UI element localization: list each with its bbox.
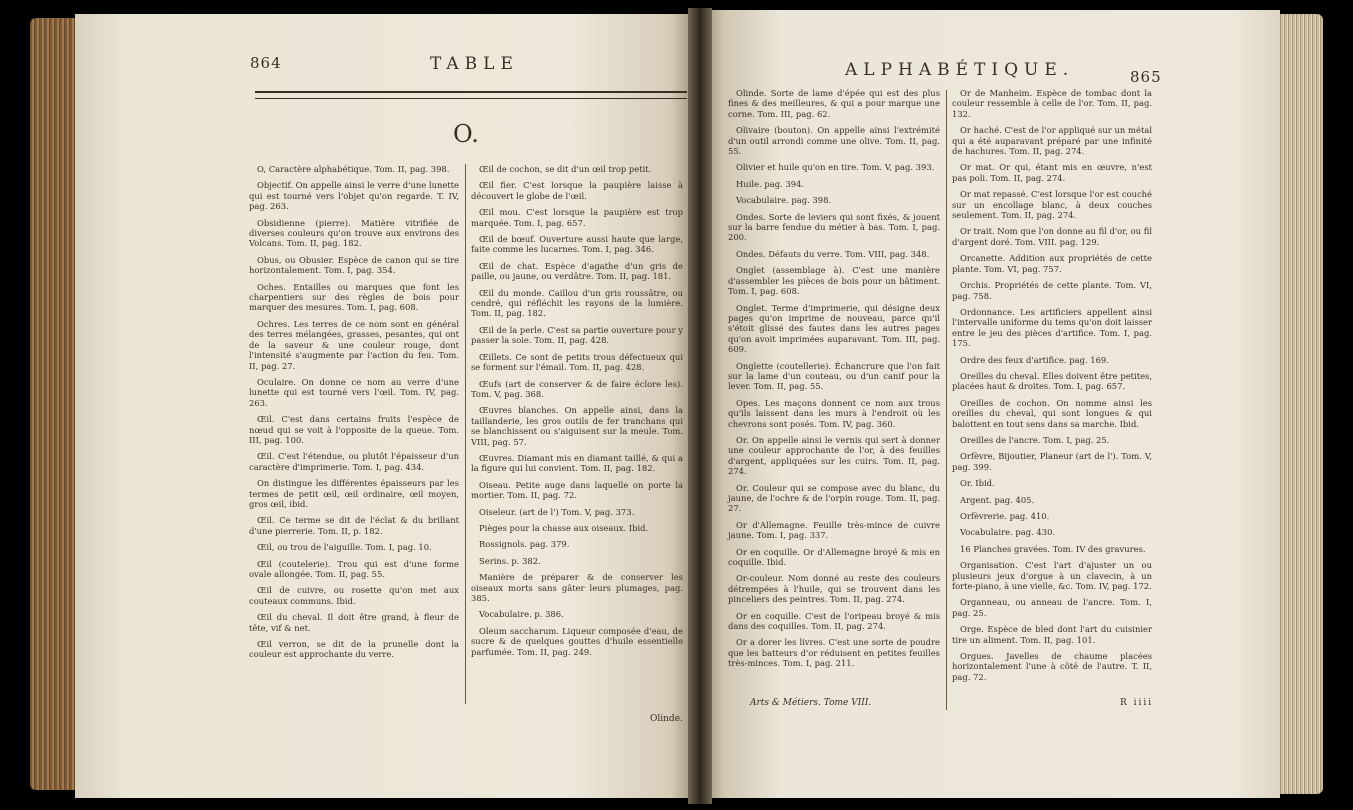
index-entry: Pièges pour la chasse aux oiseaux. Ibid.: [479, 522, 649, 533]
index-entry: Ondes. Défauts du verre. Tom. VIII, pag. 348.: [736, 248, 930, 259]
index-entry: Œil. Ce terme se dit de l'éclat & du brillant d'une pierrerie. Tom. II, p. 182.: [249, 515, 459, 536]
index-entry: Vocabulaire. pag. 398.: [736, 195, 832, 206]
right-column-1: [728, 88, 940, 675]
index-entry: Œil, ou trou de l'aiguille. Tom. I, pag. 10.: [257, 542, 432, 553]
index-entry: Obus, ou Obusier. Espèce de canon qui se tire horizontalement. Tom. I, pag. 354.: [249, 254, 459, 276]
index-entry: Œillets. Ce sont de petits trous défectueux qui se forment sur l'émail. Tom. II, pag. 428.: [471, 351, 683, 373]
index-entry: Œil de la perle. C'est sa partie ouverture pour y passer la soie. Tom. II, pag. 428.: [471, 324, 683, 346]
page-number: 865: [1130, 68, 1162, 86]
index-entry: Œil de chat. Espèce d'agathe d'un gris de paille, ou jaune, ou verdâtre. Tom. II, pag. 181.: [471, 260, 683, 282]
index-entry: Or-couleur. Nom donné au reste des couleurs détrempées à l'huile, qui se trouvent dans les pinceliers des peintres. Tom. II, pag. 274.: [728, 573, 940, 605]
left-column-1: [249, 164, 459, 666]
index-entry: Orfèvrerie. pag. 410.: [960, 511, 1050, 521]
index-entry: Or d'Allemagne. Feuille très-mince de cuivre jaune. Tom. I, pag. 337.: [728, 519, 940, 541]
index-entry: Œil du cheval. Il doit être grand, à fleur de tête, vif & net.: [249, 612, 459, 633]
index-entry: Or. Couleur qui se compose avec du blanc, du jaune, de l'ochre & de l'orpin rouge. Tom. II, pag. 27.: [728, 482, 940, 514]
index-entry: Or haché. C'est de l'or appliqué sur un métal qui a été auparavant préparé par une infinité de hachures. Tom. II, pag. 274.: [952, 125, 1152, 157]
index-entry: Oculaire. On donne ce nom au verre d'une lunette qui est tourné vers l'œil. Tom. IV, pag. 263.: [249, 376, 459, 408]
index-entry: Œufs (art de conserver & de faire éclore les). Tom. V, pag. 368.: [471, 378, 683, 399]
index-entry: Or en coquille. C'est de l'oripeau broyé & mis dans des coquilles. Tom. II, pag. 274.: [728, 610, 940, 632]
book-gutter: [688, 8, 712, 804]
index-entry: Œil de cuivre, ou rosette qu'on met aux couteaux communs. Ibid.: [249, 585, 459, 606]
index-entry: Onglette (coutellerie). Échancrure que l'on fait sur la lame d'un couteau, ou d'un canif pour la lever. Tom. II, pag. 55.: [728, 360, 940, 392]
index-entry: Organneau, ou anneau de l'ancre. Tom. I, pag. 25.: [952, 597, 1152, 618]
index-entry: Huile. pag. 394.: [736, 178, 805, 189]
index-entry: Ordonnance. Les artificiers appellent ainsi l'intervalle uniforme du tems qu'on doit laisser entre le jeu des pièces d'artifice. Tom. I, pag. 175.: [952, 306, 1152, 349]
index-entry: Œil. C'est l'étendue, ou plutôt l'épaisseur d'un caractère d'imprimerie. Tom. I, pag. 434.: [249, 451, 459, 472]
index-entry: Œil de cochon, se dit d'un œil trop petit.: [479, 164, 652, 174]
book-fore-edge-right: [1273, 14, 1323, 794]
index-entry: Orgues. Javelles de chaume placées horizontalement l'une à côté de l'autre. T. II, pag. 72.: [952, 651, 1152, 682]
index-entry: Organisation. C'est l'art d'ajuster un ou plusieurs jeux d'orgue à un clavecin, à un forte-piano, à une vielle, &c. Tom. IV, pag. 172.: [952, 560, 1152, 592]
index-entry: Argent. pag. 405.: [960, 494, 1035, 505]
left-column-2: [471, 164, 683, 663]
right-page: [700, 10, 1280, 798]
index-entry: Or trait. Nom que l'on donne au fil d'or, ou fil d'argent doré. Tom. VIII. pag. 129.: [952, 226, 1152, 247]
index-entry: Orcanette. Addition aux propriétés de cette plante. Tom. VI, pag. 757.: [952, 253, 1152, 274]
index-entry: On distingue les différentes épaisseurs par les termes de petit œil, œil ordinaire, œil moyen, gros œil, ibid.: [249, 478, 459, 509]
running-header: TABLE: [430, 54, 519, 74]
index-entry: Or mat repassé. C'est lorsque l'or est couché sur un encollage blanc, à deux couches seulement. Tom. II, pag. 274.: [952, 189, 1152, 221]
index-entry: O, Caractère alphabétique. Tom. II, pag. 398.: [257, 164, 450, 174]
index-entry: Œil (coutelerie). Trou qui est d'une forme ovale allongée. Tom. II, pag. 55.: [249, 558, 459, 579]
index-entry: Obsidienne (pierre). Matière vitrifiée de diverses couleurs qu'on trouve aux environs des Volcans. Tom. II, pag. 182.: [249, 217, 459, 249]
index-entry: Oiseau. Petite auge dans laquelle on porte la mortier. Tom. II, pag. 72.: [471, 479, 683, 501]
index-entry: Oleum saccharum. Liqueur composée d'eau, de sucre & de quelques gouttes d'huile essentielle parfumée. Tom. II, pag. 249.: [471, 625, 683, 657]
left-page: [75, 14, 695, 798]
index-entry: Œil mou. C'est lorsque la paupière est trop marquée. Tom. I, pag. 657.: [471, 207, 683, 228]
index-entry: Or. On appelle ainsi le vernis qui sert à donner une couleur approchante de l'or, à des feuilles d'argent, appliquées sur les cuirs. Tom. II, pag. 274.: [728, 434, 940, 477]
index-entry: Opes. Les maçons donnent ce nom aux trous qu'ils laissent dans les murs à l'endroit où les chevrons sont posés. Tom. IV, pag. 360.: [728, 397, 940, 429]
index-entry: Orchis. Propriétés de cette plante. Tom. VI, pag. 758.: [952, 280, 1152, 301]
header-rule: [255, 91, 687, 99]
index-entry: Œil. C'est dans certains fruits l'espèce de nœud qui se voit à l'opposite de la queue. Tom. III, pag. 100.: [249, 414, 459, 445]
index-entry: Ondes. Sorte de leviers qui sont fixés, & jouent sur la barre fendue du métier à bas. Tom. I, pag. 200.: [728, 211, 940, 243]
index-entry: Ochres. Les terres de ce nom sont en général des terres mélangées, grasses, pesantes, qui ont de la saveur & une couleur rouge, dont l'intensité s'augmente par l'action du feu. Tom. II, pag. 27.: [249, 318, 459, 371]
index-entry: Olivaire (bouton). On appelle ainsi l'extrémité d'un outil arrondi comme une olive. Tom. II, pag. 55.: [728, 125, 940, 157]
running-header: ALPHABÉTIQUE.: [845, 60, 1075, 80]
index-entry: Œuvres blanches. On appelle ainsi, dans la taillanderie, les gros outils de fer tranchans qui se blanchissent ou s'aiguisent sur la meule. Tom. VIII, pag. 57.: [471, 405, 683, 447]
index-entry: Oreilles de l'ancre. Tom. I, pag. 25.: [960, 434, 1110, 445]
index-entry: Œil de bœuf. Ouverture aussi haute que large, faite comme les lucarnes. Tom. I, pag. 346.: [471, 234, 683, 255]
index-entry: Objectif. On appelle ainsi le verre d'une lunette qui est tourné vers l'objet qu'on regarde. T. IV, pag. 263.: [249, 180, 459, 212]
index-entry: Œil du monde. Caillou d'un gris roussâtre, ou cendré, qui réfléchit les rayons de la lumière. Tom. II, pag. 182.: [471, 287, 683, 319]
column-divider: [465, 164, 466, 704]
index-entry: Oreilles de cochon. On nomme ainsi les oreilles du cheval, qui sont longues & qui balottent en tout sens dans sa marche. Ibid.: [952, 397, 1152, 429]
index-entry: Vocabulaire. p. 386.: [479, 609, 564, 620]
index-entry: Œil fier. C'est lorsque la paupière laisse à découvert le globe de l'œil.: [471, 180, 683, 201]
index-entry: Œuvres. Diamant mis en diamant taillé, & qui a la figure qui lui convient. Tom. II, pag. 182.: [471, 452, 683, 474]
section-letter: O.: [453, 120, 479, 148]
index-entry: Manière de préparer & de conserver les oiseaux morts sans gâter leurs plumages, pag. 385.: [471, 572, 683, 603]
catchword: Olinde.: [650, 714, 683, 724]
index-entry: Or en coquille. Or d'Allemagne broyé & mis en coquille. Ibid.: [728, 546, 940, 568]
index-entry: Oiseleur. (art de l') Tom. V, pag. 373.: [479, 506, 635, 517]
index-entry: Vocabulaire. pag. 430.: [960, 527, 1056, 538]
index-entry: Orfèvre, Bijoutier, Planeur (art de l'). Tom. V, pag. 399.: [952, 451, 1152, 472]
signature-mark: R iiii: [1120, 698, 1154, 708]
index-entry: Or mat. Or qui, étant mis en œuvre, n'est pas poli. Tom. II, pag. 274.: [952, 162, 1152, 183]
index-entry: Onglet. Terme d'imprimerie, qui désigne deux pages qu'on imprime de nouveau, parce qu'il s'étoit glissé des fautes dans les autres pages qu'on avoit imprimées auparavant. Tom. III, pag. 609.: [728, 302, 940, 355]
index-entry: Or. Ibid.: [960, 478, 995, 489]
index-entry: Onglet (assemblage à). C'est une manière d'assembler les pièces de bois pour un bâtiment. Tom. I, pag. 608.: [728, 265, 940, 297]
page-number: 864: [250, 54, 282, 72]
right-column-2: [952, 88, 1152, 688]
column-divider: [946, 90, 947, 710]
index-entry: Olivier et huile qu'on en tire. Tom. V, pag. 393.: [736, 162, 935, 173]
book-fore-edge-left: [30, 18, 80, 790]
index-entry: Serins. p. 382.: [479, 555, 541, 566]
index-entry: Olinde. Sorte de lame d'épée qui est des plus fines & des meilleures, & qui a pour marque une corne. Tom. III, pag. 62.: [728, 88, 940, 119]
index-entry: Œil verron, se dit de la prunelle dont la couleur est approchante du verre.: [249, 639, 459, 660]
index-entry: Ordre des feux d'artifice. pag. 169.: [960, 354, 1109, 365]
index-entry: Oches. Entailles ou marques que font les charpentiers sur des règles de bois pour marquer des mesures. Tom. I, pag. 608.: [249, 281, 459, 313]
index-entry: Orge. Espèce de bled dont l'art du cuisinier tire un aliment. Tom. II, pag. 101.: [952, 624, 1152, 645]
index-entry: Or de Manheim. Espèce de tombac dont la couleur ressemble à celle de l'or. Tom. II, pag. 132.: [952, 88, 1152, 119]
index-entry: Rossignols. pag. 379.: [479, 539, 570, 550]
index-entry: Or a dorer les livres. C'est une sorte de poudre que les batteurs d'or réduisent en petites feuilles très-minces. Tom. I, pag. 211.: [728, 637, 940, 669]
index-entry: Oreilles du cheval. Elles doivent être petites, placées haut & droites. Tom. I, pag. 657.: [952, 370, 1152, 392]
index-entry: 16 Planches gravées. Tom. IV des gravures.: [960, 543, 1146, 554]
footer-title: Arts & Métiers. Tome VIII.: [750, 698, 872, 708]
